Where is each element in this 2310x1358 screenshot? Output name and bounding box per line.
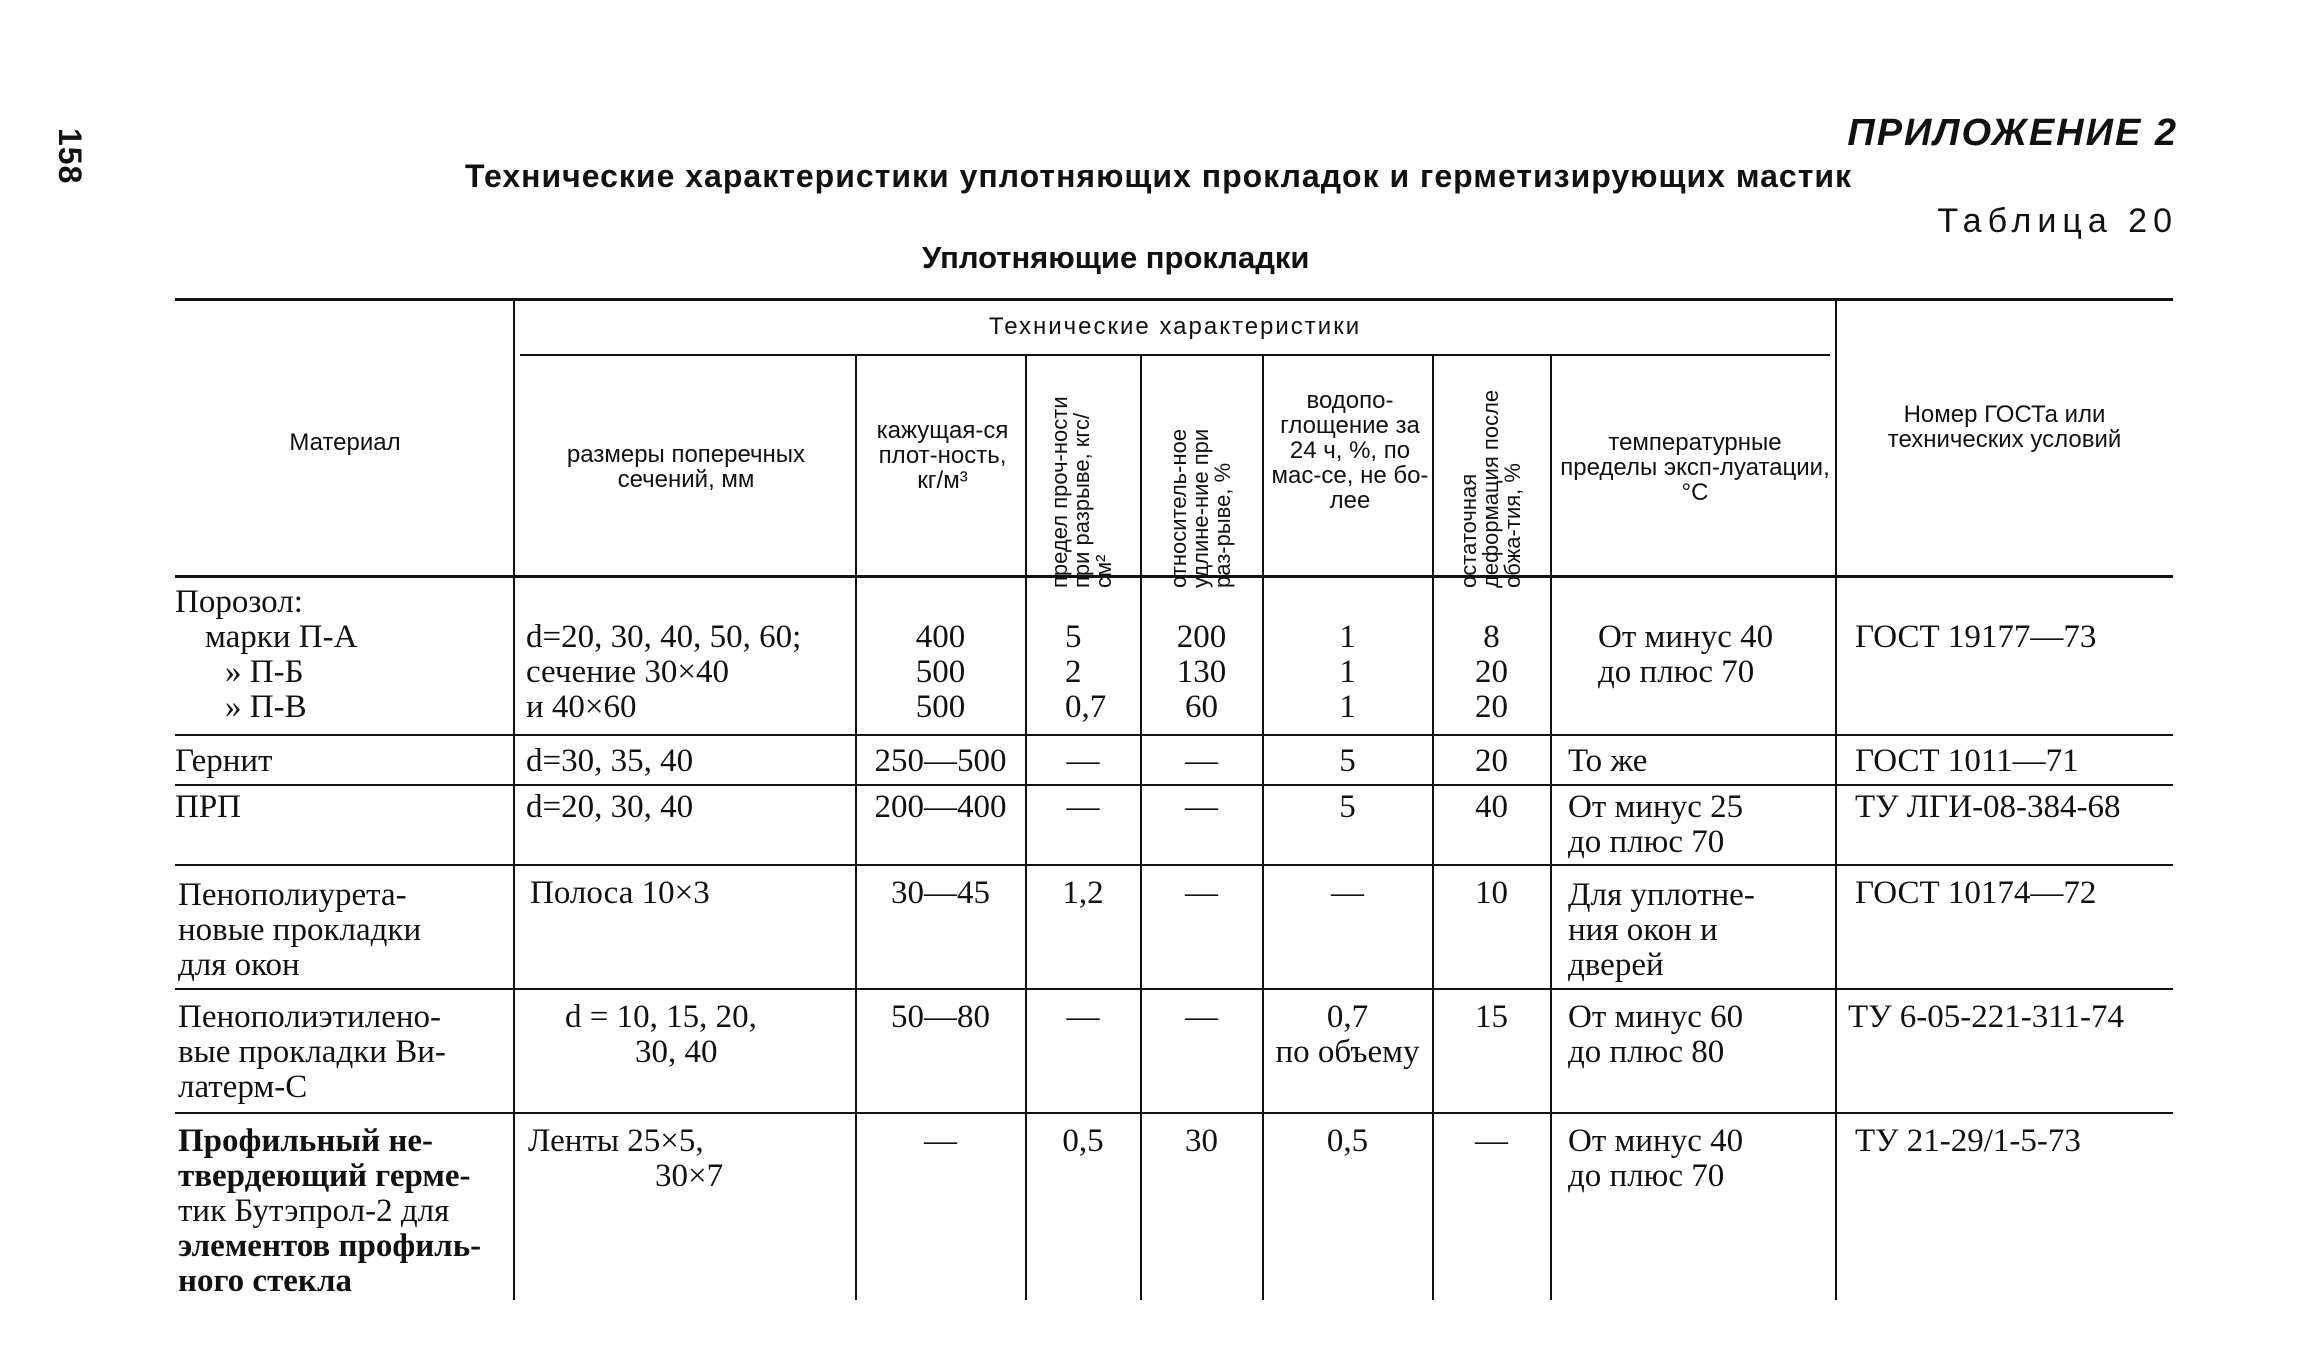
row-rule	[175, 734, 2173, 736]
temperature-cell: От минус 25	[1568, 789, 1744, 825]
gost-cell: ТУ 6-05-221-311-74	[1848, 999, 2125, 1035]
header-gost: Номер ГОСТа или технических условий	[1887, 401, 2122, 453]
material-cell: ПРП	[175, 789, 242, 825]
density-cell: —	[924, 1123, 957, 1159]
column-rule	[1262, 356, 1264, 1300]
material-cell: Порозол:	[175, 584, 303, 620]
page-title: Технические характеристики уплотняющих прокладок и герметизирующих мастик	[465, 158, 1853, 194]
column-rule	[1835, 300, 1837, 1300]
material-cell: Профильный не-	[178, 1123, 434, 1159]
strength-cell: 0,5	[1062, 1123, 1104, 1159]
sizes-cell: d=20, 30, 40, 50, 60;	[526, 619, 802, 655]
header-tech-group: Технические характеристики	[988, 313, 1362, 340]
elongation-cell: —	[1185, 875, 1218, 911]
temperature-cell: до плюс 70	[1598, 654, 1755, 690]
column-rule	[1140, 356, 1142, 1300]
row-rule	[175, 864, 2173, 866]
elongation-cell: 60	[1185, 689, 1218, 725]
strength-cell: —	[1066, 743, 1100, 779]
water-cell: 5	[1339, 789, 1356, 825]
water-cell: 0,5	[1326, 1123, 1369, 1159]
deformation-cell: 20	[1475, 689, 1508, 725]
table-number: Таблица 20	[1937, 202, 2178, 240]
temperature-cell: От минус 40	[1598, 619, 1774, 655]
gost-cell: ТУ 21-29/1-5-73	[1855, 1123, 2081, 1159]
column-rule	[855, 356, 857, 1300]
sizes-cell: d = 10, 15, 20,	[565, 999, 757, 1035]
temperature-cell: От минус 40	[1568, 1123, 1744, 1159]
temperature-cell: до плюс 70	[1568, 824, 1725, 860]
material-cell: » П-Б	[225, 654, 304, 690]
strength-cell: 5	[1065, 619, 1082, 655]
material-cell: твердеющий герме-	[178, 1158, 471, 1194]
sizes-cell: Ленты 25×5,	[528, 1123, 704, 1159]
material-cell: » П-В	[225, 689, 307, 725]
elongation-cell: 30	[1185, 1123, 1218, 1159]
sizes-cell: 30, 40	[635, 1034, 718, 1070]
header-temperature: температурные пределы эксп-луатации, °С	[1560, 429, 1830, 506]
gost-cell: ГОСТ 19177—73	[1855, 619, 2097, 655]
temperature-cell: То же	[1568, 743, 1648, 779]
density-cell: 200—400	[874, 789, 1007, 825]
sizes-cell: d=20, 30, 40	[526, 789, 694, 825]
row-rule	[175, 1112, 2173, 1114]
gost-cell: ГОСТ 1011—71	[1855, 743, 2079, 779]
table-subtitle: Уплотняющие прокладки	[922, 240, 1310, 275]
density-cell: 500	[915, 689, 966, 725]
water-cell: 1	[1339, 654, 1356, 690]
header-strength: предел проч-ности при разрыве, кгс/см²	[1047, 396, 1116, 588]
gost-cell: ТУ ЛГИ-08-384-68	[1855, 789, 2121, 825]
header-water: водопо-глощение за 24 ч, %, по мас-се, не бо-лее	[1271, 387, 1429, 514]
sizes-cell: сечение 30×40	[526, 654, 729, 690]
water-cell: 5	[1339, 743, 1356, 779]
column-rule	[1025, 356, 1027, 1300]
sizes-cell: d=30, 35, 40	[526, 743, 694, 779]
temperature-cell: до плюс 80	[1568, 1034, 1725, 1070]
strength-cell: 2	[1065, 654, 1082, 690]
material-cell: новые прокладки	[178, 912, 422, 948]
page-number: 158	[52, 128, 88, 185]
header-density: кажущая-ся плот-ность, кг/м³	[876, 417, 1009, 494]
material-cell: Гернит	[175, 743, 273, 779]
strength-cell: 1,2	[1062, 875, 1104, 911]
elongation-cell: —	[1185, 743, 1218, 779]
density-cell: 400	[915, 619, 966, 655]
density-cell: 50—80	[891, 999, 990, 1035]
density-cell: 250—500	[874, 743, 1007, 779]
material-cell: ного стекла	[178, 1263, 352, 1299]
gost-cell: ГОСТ 10174—72	[1855, 875, 2097, 911]
elongation-cell: 130	[1176, 654, 1227, 690]
material-cell: Пенополиэтилено-	[178, 999, 442, 1035]
row-rule	[175, 988, 2173, 990]
density-cell: 500	[915, 654, 966, 690]
column-rule	[1432, 356, 1434, 1300]
material-cell: вые прокладки Ви-	[178, 1034, 446, 1070]
material-cell: Пенополиурета-	[178, 877, 407, 913]
water-cell: —	[1331, 875, 1364, 911]
deformation-cell: 10	[1475, 875, 1508, 911]
strength-cell: —	[1066, 789, 1100, 825]
appendix-label: ПРИЛОЖЕНИЕ 2	[1847, 112, 2178, 154]
strength-cell: 0,7	[1065, 689, 1107, 725]
material-cell: для окон	[178, 947, 300, 983]
temperature-cell: От минус 60	[1568, 999, 1744, 1035]
material-cell: тик Бутэпрол-2 для	[178, 1193, 450, 1229]
sizes-cell: 30×7	[655, 1158, 724, 1194]
strength-cell: —	[1066, 999, 1100, 1035]
sizes-cell: и 40×60	[526, 689, 637, 725]
header-sizes: размеры поперечных сечений, мм	[566, 441, 806, 493]
deformation-cell: 20	[1475, 743, 1508, 779]
row-rule	[175, 784, 2173, 786]
header-elongation: относитель-ное удлине-ние при раз-рыве, %	[1166, 428, 1235, 588]
material-cell: марки П-А	[205, 619, 358, 655]
temperature-cell: Для уплотне-	[1568, 877, 1755, 913]
column-rule	[513, 300, 515, 1300]
column-rule	[1550, 356, 1552, 1300]
deformation-cell: 20	[1475, 654, 1508, 690]
water-cell: 0,7	[1326, 999, 1369, 1035]
temperature-cell: до плюс 70	[1568, 1158, 1725, 1194]
water-cell: 1	[1339, 619, 1356, 655]
deformation-cell: 8	[1483, 619, 1500, 655]
material-cell: элементов профиль-	[178, 1228, 482, 1264]
sizes-cell: Полоса 10×3	[530, 875, 710, 911]
water-cell: по объему	[1275, 1034, 1420, 1070]
deformation-cell: 40	[1475, 789, 1508, 825]
elongation-cell: 200	[1176, 619, 1227, 655]
water-cell: 1	[1339, 689, 1356, 725]
header-deformation: остаточная деформация после обжа-тия, %	[1456, 389, 1525, 588]
deformation-cell: —	[1475, 1123, 1508, 1159]
group-header-rule	[520, 354, 1830, 356]
table-top-rule	[175, 298, 2173, 301]
temperature-cell: дверей	[1568, 947, 1664, 983]
header-material: Материал	[289, 429, 401, 456]
temperature-cell: ния окон и	[1568, 912, 1718, 948]
deformation-cell: 15	[1475, 999, 1508, 1035]
elongation-cell: —	[1185, 999, 1218, 1035]
density-cell: 30—45	[891, 875, 990, 911]
material-cell: латерм-С	[178, 1069, 308, 1105]
elongation-cell: —	[1185, 789, 1218, 825]
